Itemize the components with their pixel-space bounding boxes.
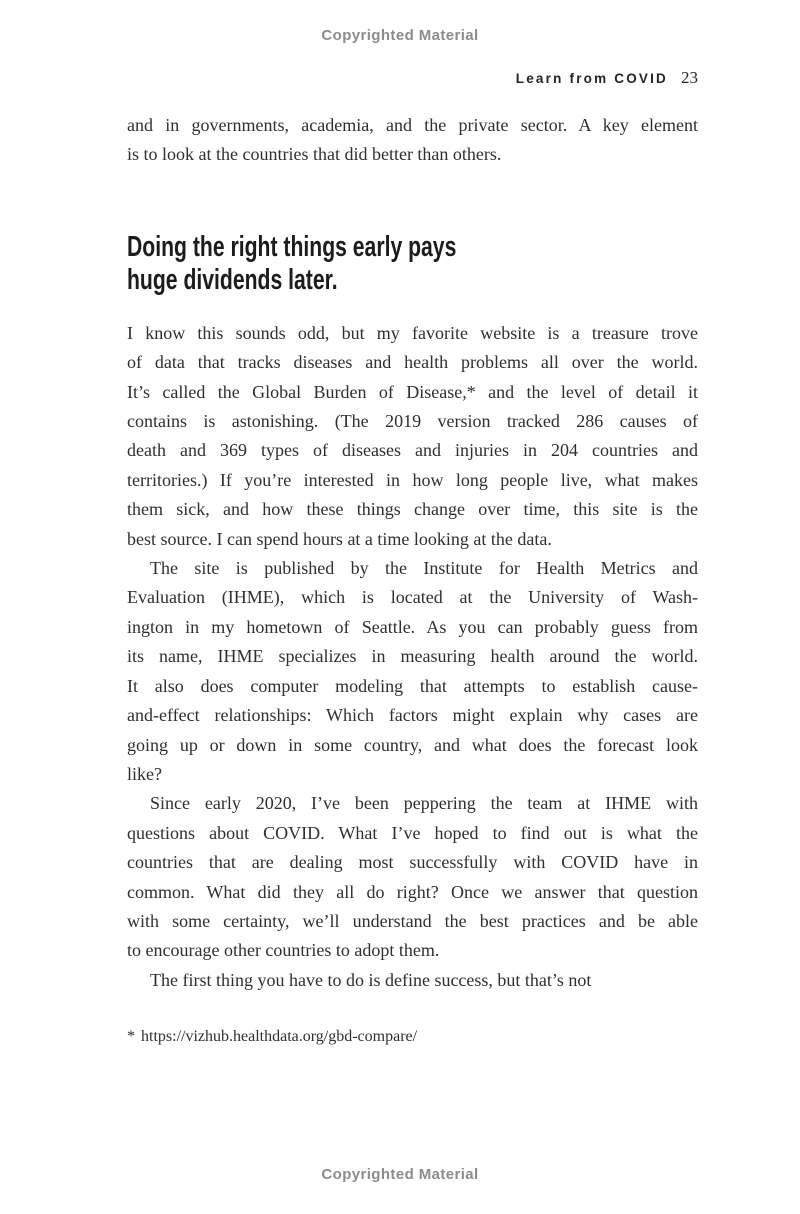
footnote: [127, 1026, 698, 1048]
text-line: I know this sounds odd, but my favorite website is a treasure trove: [127, 322, 698, 343]
text-line: death and 369 types of diseases and injuries in 204 countries and: [127, 440, 698, 461]
paragraph: [127, 966, 698, 995]
body-text: [127, 111, 698, 995]
footnote-url: https://vizhub.healthdata.org/gbd-compare/: [141, 1028, 418, 1046]
section-heading-line: Doing the right things early pays: [127, 230, 457, 263]
text-line: It also does computer modeling that attempts to establish cause-: [127, 675, 698, 696]
footnote-marker: *: [127, 1028, 135, 1046]
paragraph: [127, 111, 698, 170]
text-line: common. What did they all do right? Once we answer that question: [127, 881, 698, 902]
text-line: ington in my hometown of Seattle. As you can probably guess from: [127, 616, 698, 637]
text-line: The first thing you have to do is define success, but that’s not: [150, 969, 592, 990]
text-line: to encourage other countries to adopt them.: [127, 940, 440, 961]
section-heading-line: huge dividends later.: [127, 263, 338, 296]
paragraph: [127, 319, 698, 554]
text-line: questions about COVID. What I’ve hoped to find out is what the: [127, 822, 698, 843]
text-column: [127, 111, 698, 1048]
paragraph: [127, 554, 698, 789]
text-line: going up or down in some country, and what does the forecast look: [127, 734, 698, 755]
text-line: is to look at the countries that did better than others.: [127, 144, 502, 165]
chapter-title: Learn from COVID: [515, 71, 668, 86]
text-line: best source. I can spend hours at a time looking at the data.: [127, 528, 552, 549]
running-head: [516, 68, 698, 88]
copyright-banner-top: Copyrighted Material: [321, 27, 479, 44]
text-line: Since early 2020, I’ve been peppering the team at IHME with: [150, 793, 698, 814]
paragraph: [127, 789, 698, 965]
text-line: territories.) If you’re interested in how long people live, what makes: [127, 469, 698, 490]
text-line: them sick, and how these things change over time, this site is the: [127, 499, 698, 520]
page-number: 23: [681, 68, 698, 87]
text-line: The site is published by the Institute for Health Metrics and: [150, 558, 698, 579]
text-line: countries that are dealing most successfully with COVID have in: [127, 852, 698, 873]
text-line: its name, IHME specializes in measuring health around the world.: [127, 646, 698, 667]
text-line: Evaluation (IHME), which is located at the University of Wash-: [127, 587, 698, 608]
text-line: and-effect relationships: Which factors might explain why cases are: [127, 705, 698, 726]
text-line: It’s called the Global Burden of Disease,* and the level of detail it: [127, 381, 698, 402]
copyright-banner-bottom: Copyrighted Material: [321, 1166, 479, 1183]
text-line: contains is astonishing. (The 2019 version tracked 286 causes of: [127, 411, 698, 432]
text-line: with some certainty, we’ll understand the best practices and be able: [127, 910, 698, 931]
text-line: and in governments, academia, and the private sector. A key element: [127, 115, 698, 135]
text-line: of data that tracks diseases and health problems all over the world.: [127, 352, 698, 373]
text-line: like?: [127, 763, 162, 784]
section-heading: [127, 231, 698, 297]
